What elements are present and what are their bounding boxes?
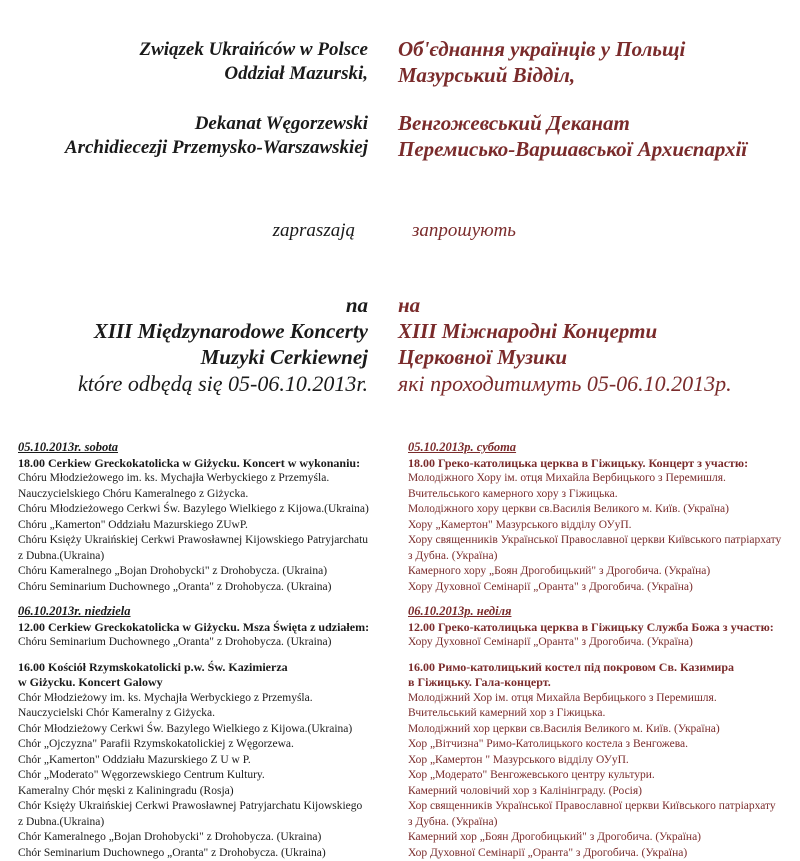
ua-choir-line: Молодіжний хор церкви св.Василія Великого м. Київ. (Україна)	[408, 722, 781, 738]
pl-choir-line: Chóru Seminarium Duchownego „Oranta" z Drohobycza. (Ukraina)	[18, 635, 369, 651]
ua-date-line: які проходитимуть 05-06.10.2013р.	[398, 371, 732, 397]
pl-choir-line: Chóru Seminarium Duchownego „Oranta" z Drohobycza. (Ukraina)	[18, 580, 369, 596]
pl-choir-line: Nauczycielskiego Chóru Kameralnego z Giżycka.	[18, 487, 369, 503]
pl-title-line-1: XIII Międzynarodowe Koncerty	[94, 318, 368, 344]
ua-title-line-1: XIII Міжнародні Концерти	[398, 318, 657, 344]
pl-event-heading: 16.00 Kościół Rzymskokatolicki p.w. Św. Kazimierza	[18, 660, 369, 676]
pl-invite-text: zapraszają	[273, 220, 355, 242]
ua-day-heading: 06.10.2013р. неділя	[408, 604, 781, 620]
pl-choir-line: Chór Kameralnego „Bojan Drohobycki" z Drohobycza. (Ukraina)	[18, 830, 369, 846]
pl-choir-line: Chór „Moderato" Węgorzewskiego Centrum Kultury.	[18, 768, 369, 784]
ua-choir-line: Хор „Вітчизна" Римо-Католицького костела з Венгожева.	[408, 737, 781, 753]
pl-event-heading: 12.00 Cerkiew Greckokatolicka w Giżycku. Msza Święta z udziałem:	[18, 620, 369, 636]
ua-org-heading	[398, 36, 685, 88]
pl-choir-line: Chór Księży Ukraińskiej Cerkwi Prawosławnej Patryjarchatu Kijowskiego	[18, 799, 369, 815]
ua-day-heading: 05.10.2013р. субота	[408, 440, 781, 456]
pl-choir-line: Chór Seminarium Duchownego „Oranta" z Drohobycza. (Ukraina)	[18, 846, 369, 861]
ua-na-word: на	[398, 292, 657, 318]
ua-choir-line: Хору „Камертон" Мазурського відділу ОУуП.	[408, 518, 781, 534]
ua-title-block	[398, 292, 657, 370]
ua-event-heading: в Гіжицьку. Гала-концерт.	[408, 675, 781, 691]
ua-choir-line: з Дубна. (Україна)	[408, 549, 781, 565]
ua-choir-line: Хор „Модерато" Венгожевського центру культури.	[408, 768, 781, 784]
ua-event-heading: 16.00 Римо-католицький костел під покровом Св. Казимира	[408, 660, 781, 676]
pl-choir-line: z Dubna.(Ukraina)	[18, 549, 369, 565]
pl-choir-line: Kameralny Chór męski z Kaliningradu (Rosja)	[18, 784, 369, 800]
pl-deanery-line-2: Archidiecezji Przemysko-Warszawskiej	[65, 136, 368, 160]
pl-choir-line: Chóru Młodzieżowego im. ks. Mychajła Werbyckiego z Przemyśla.	[18, 471, 369, 487]
pl-day-heading: 06.10.2013r. niedziela	[18, 604, 369, 620]
ua-deanery-heading	[398, 110, 747, 162]
pl-na-word: na	[94, 292, 368, 318]
pl-choir-line: Chóru Młodzieżowego Cerkwi Św. Bazylego Wielkiego z Kijowa.(Ukraina)	[18, 502, 369, 518]
pl-org-line-2: Oddział Mazurski,	[139, 62, 368, 86]
ua-title-line-2: Церковної Музики	[398, 344, 657, 370]
pl-event-heading: w Giżycku. Koncert Galowy	[18, 675, 369, 691]
pl-choir-line: Chóru „Kamerton" Oddziału Mazurskiego ZUwP.	[18, 518, 369, 534]
ua-choir-line: Камерного хору „Боян Дрогобицький" з Дрогобича. (Україна)	[408, 564, 781, 580]
ua-choir-line: Хор „Камертон " Мазурського відділу ОУуП.	[408, 753, 781, 769]
pl-choir-line: Nauczycielski Chór Kameralny z Giżycka.	[18, 706, 369, 722]
pl-title-line-2: Muzyki Cerkiewnej	[94, 344, 368, 370]
ua-choir-line: Хор священників Української Православної церкви Київського патріархату	[408, 799, 781, 815]
pl-choir-line: Chór „Ojczyzna" Parafii Rzymskokatolickiej z Węgorzewa.	[18, 737, 369, 753]
pl-org-line-1: Związek Ukraińców w Polsce	[139, 38, 368, 62]
pl-choir-line: z Dubna.(Ukraina)	[18, 815, 369, 831]
ua-choir-line: Вчительського камерного хору з Гіжицька.	[408, 487, 781, 503]
ua-invite-text: запрошують	[412, 220, 516, 242]
ua-choir-line: Камерний хор „Боян Дрогобицький" з Дрогобича. (Україна)	[408, 830, 781, 846]
ua-choir-line: Хору священників Української Православної церкви Київського патріархату	[408, 533, 781, 549]
pl-choir-line: Chóru Księży Ukraińskiej Cerkwi Prawosławnej Kijowskiego Patryjarchatu	[18, 533, 369, 549]
ua-event-heading: 12.00 Греко-католицька церква в Гіжицьку Служба Божа з участю:	[408, 620, 781, 636]
ua-spacer	[408, 651, 781, 660]
ua-deanery-line-2: Перемисько-Варшавської Архиєпархії	[398, 136, 747, 162]
ua-choir-line: Камерний чоловічий хор з Калінінграду. (Росія)	[408, 784, 781, 800]
ua-event-heading: 18.00 Греко-католицька церква в Гіжицьку. Концерт з участю:	[408, 456, 781, 472]
pl-spacer	[18, 651, 369, 660]
pl-choir-line: Chór Młodzieżowy im. ks. Mychajła Werbyckiego z Przemyśla.	[18, 691, 369, 707]
ua-deanery-line-1: Венгожевський Деканат	[398, 110, 747, 136]
pl-date-line: które odbędą się 05-06.10.2013r.	[78, 371, 368, 397]
ua-org-line-2: Мазурський Відділ,	[398, 62, 685, 88]
ua-choir-line: Хору Духовної Семінарії „Оранта" з Дрогобича. (Україна)	[408, 580, 781, 596]
ua-choir-line: Хор Духовної Семінарії „Оранта" з Дрогобича. (Україна)	[408, 846, 781, 861]
program-polish	[18, 440, 369, 861]
pl-choir-line: Chór Młodzieżowy Cerkwi Św. Bazylego Wielkiego z Kijowa.(Ukraina)	[18, 722, 369, 738]
pl-choir-line: Chór „Kamerton" Oddziału Mazurskiego Z U w P.	[18, 753, 369, 769]
pl-title-block	[94, 292, 368, 370]
pl-choir-line: Chóru Kameralnego „Bojan Drohobycki" z Drohobycza. (Ukraina)	[18, 564, 369, 580]
pl-deanery-heading	[65, 112, 368, 160]
ua-choir-line: Молодіжного хору церкви св.Василія Великого м. Київ. (Україна)	[408, 502, 781, 518]
ua-choir-line: Молодіжного Хору ім. отця Михайла Вербицького з Перемишля.	[408, 471, 781, 487]
ua-org-line-1: Об'єднання українців у Польщі	[398, 36, 685, 62]
pl-event-heading: 18.00 Cerkiew Greckokatolicka w Giżycku. Koncert w wykonaniu:	[18, 456, 369, 472]
ua-choir-line: Вчительський камерний хор з Гіжицька.	[408, 706, 781, 722]
ua-choir-line: Хору Духовної Семінарії „Оранта" з Дрогобича. (Україна)	[408, 635, 781, 651]
pl-day-heading: 05.10.2013r. sobota	[18, 440, 369, 456]
program-ukrainian	[408, 440, 781, 861]
ua-choir-line: з Дубна. (Україна)	[408, 815, 781, 831]
pl-org-heading	[139, 38, 368, 86]
ua-spacer	[408, 595, 781, 604]
ua-choir-line: Молодіжний Хор ім. отця Михайла Вербицького з Перемишля.	[408, 691, 781, 707]
pl-spacer	[18, 595, 369, 604]
pl-deanery-line-1: Dekanat Węgorzewski	[65, 112, 368, 136]
